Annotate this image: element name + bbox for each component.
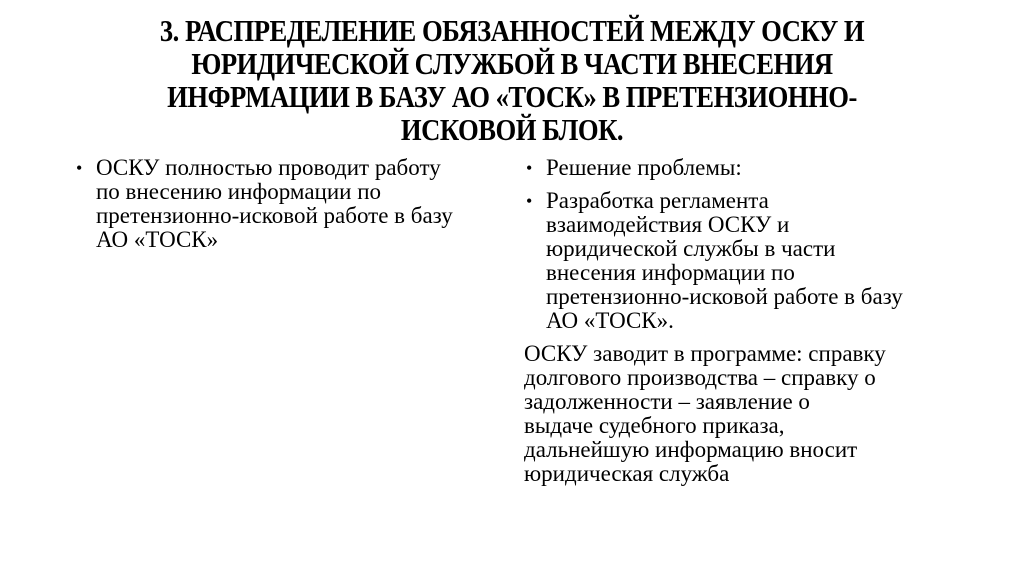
right-column (524, 156, 964, 486)
text-line: ОСКУ полностью проводит работу (96, 155, 441, 180)
slide-title (123, 14, 900, 146)
text-line: АО «ТОСК» (96, 227, 219, 252)
text-line: Решение проблемы: (546, 155, 742, 180)
text-line: по внесению информации по (96, 179, 382, 204)
bullet-icon: • (526, 191, 533, 211)
text-line: дальнейшую информацию вносит (524, 437, 858, 462)
text-line: Разработка регламента (546, 188, 769, 213)
text-line: юридическая служба (524, 461, 730, 486)
bullet-item-solution-heading (524, 156, 964, 180)
text-line: юридической службы в части (546, 236, 836, 261)
title-line: ИСКОВОЙ БЛОК. (400, 112, 624, 147)
text-line: долгового производства – справку о (524, 365, 876, 390)
text-line: внесения информации по (546, 260, 795, 285)
title-line: ИНФРМАЦИИ В БАЗУ АО «ТОСК» В ПРЕТЕНЗИОННО- (167, 79, 857, 114)
paragraph-osku-program (524, 342, 964, 486)
text-line: взаимодействия ОСКУ и (546, 212, 790, 237)
bullet-item-osku-work (74, 156, 514, 252)
title-line: ЮРИДИЧЕСКОЙ СЛУЖБОЙ В ЧАСТИ ВНЕСЕНИЯ (191, 46, 833, 81)
text-line: ОСКУ заводит в программе: справку (524, 341, 886, 366)
title-line: 3. РАСПРЕДЕЛЕНИЕ ОБЯЗАННОСТЕЙ МЕЖДУ ОСКУ И (159, 13, 865, 48)
text-line: выдаче судебного приказа, (524, 413, 785, 438)
bullet-icon: • (76, 158, 83, 178)
text-line: претензионно-исковой работе в базу (546, 284, 903, 309)
left-column (74, 156, 514, 261)
bullet-icon: • (526, 158, 533, 178)
text-line: задолженности – заявление о (524, 389, 810, 414)
text-line: претензионно-исковой работе в базу (96, 203, 453, 228)
text-line: АО «ТОСК». (546, 308, 674, 333)
bullet-item-regulation (524, 189, 964, 333)
